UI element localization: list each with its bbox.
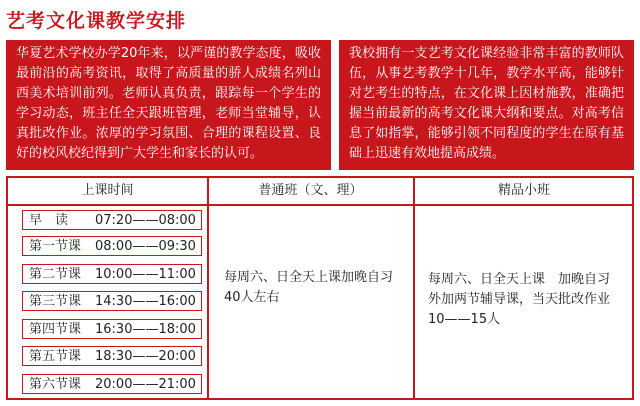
time-slot-row [22,319,202,339]
slot-name: 第二节课 [29,266,82,282]
slot-name: 第四节课 [29,321,82,337]
slot-time: 08:00——09:30 [95,238,196,254]
header-premium-class: 精品小班 [497,183,550,198]
premium-desc-line: 10——15人 [428,312,501,327]
slot-time: 07:20——08:00 [95,212,196,228]
premium-desc-line: 每周六、日全天上课 加晚自习 [428,272,611,287]
slot-name: 第六节课 [29,376,82,392]
time-slot-row [22,346,202,366]
regular-class-description [224,268,393,308]
slot-time: 20:00——21:00 [95,376,196,392]
header-divider [8,204,632,206]
time-slot-row [22,210,202,230]
premium-class-description [428,270,610,330]
time-slot-row [22,374,202,394]
time-slot-row [22,291,202,311]
column-divider-1 [207,178,209,398]
regular-desc-line: 40人左右 [224,290,280,305]
schedule-table [6,176,634,400]
slot-name: 第一节课 [29,238,82,254]
slot-time: 14:30——16:00 [95,293,196,309]
time-slot-row [22,236,202,256]
slot-time: 10:00——11:00 [95,266,196,282]
intro-teaching-staff: 我校拥有一支艺考文化课经验非常丰富的教师队伍，从事艺考教学十几年，教学水平高，能够针对艺考生的特点，在文化课上因材施教，准确把握当前最新的高考文化课大纲和要点。对高考信息了如指掌，能够引领不同程度的学生在原有基础上迅速有效地提高成绩。 [339,40,634,170]
slot-name: 第三节课 [29,293,82,309]
page-title: 艺考文化课教学安排 [6,10,187,32]
slot-name: 早 读 [29,212,69,228]
column-divider-2 [413,178,415,398]
header-regular-class: 普通班（文、理） [258,183,363,198]
slot-time: 18:30——20:00 [95,348,196,364]
intro-school-history: 华夏艺术学校办学20年来，以严谨的教学态度，吸收最前沿的高考资讯，取得了高质量的骄人成绩名列山西美术培训前列。老师认真负责，跟踪每一个学生的学习动态，班主任全天跟班管理，老师当堂辅导，认真批改作业。浓厚的学习氛围、合理的课程设置、良好的校风校纪得到广大学生和家长的认可。 [6,40,331,170]
header-class-time: 上课时间 [81,183,134,198]
slot-name: 第五节课 [29,348,82,364]
regular-desc-line: 每周六、日全天上课加晚自习 [224,270,394,285]
time-slot-row [22,264,202,284]
premium-desc-line: 外加两节辅导课，当天批改作业 [428,292,611,307]
slot-time: 16:30——18:00 [95,321,196,337]
